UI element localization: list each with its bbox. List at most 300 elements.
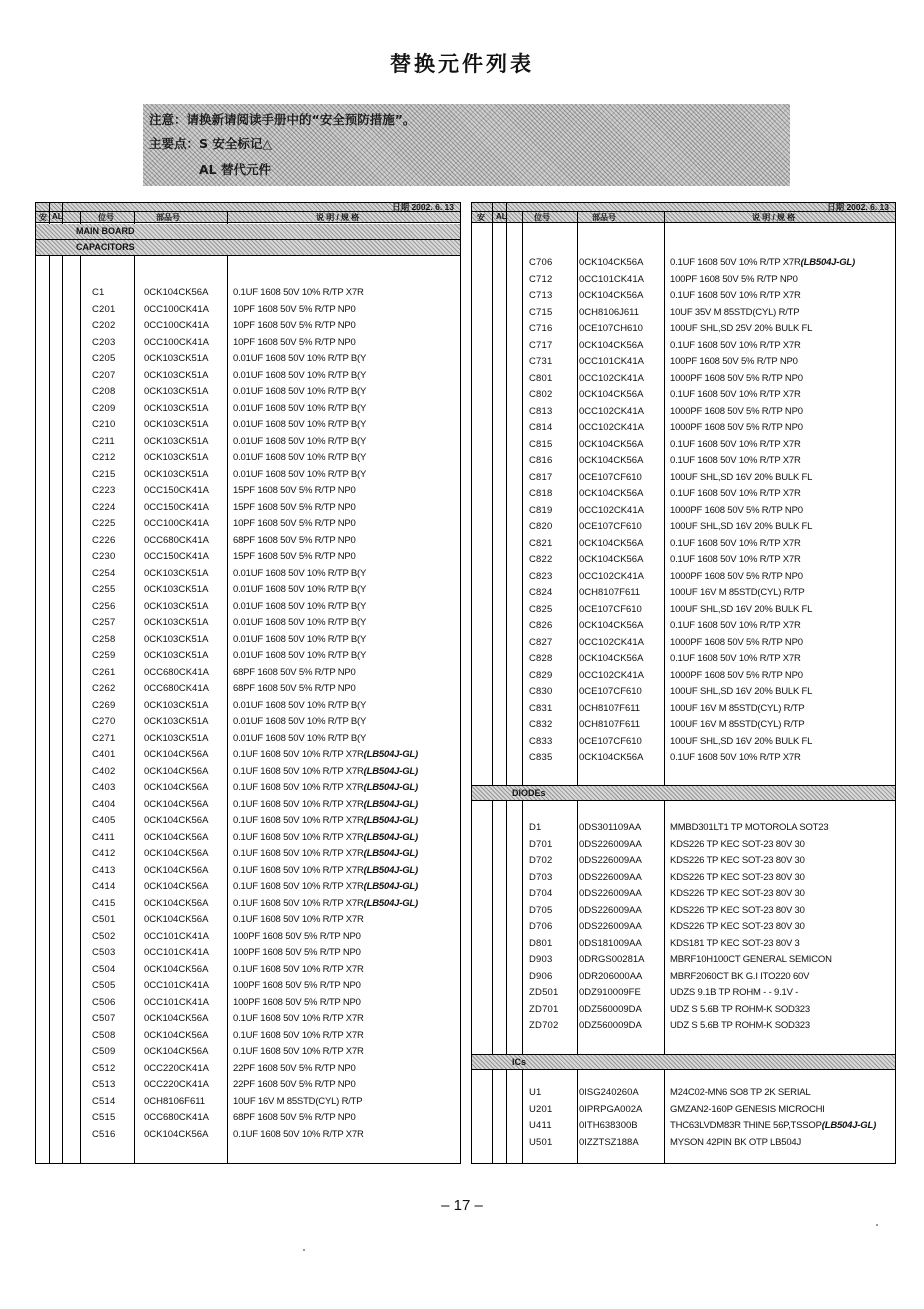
description-cell: [670, 1020, 810, 1031]
description-cell: [233, 370, 366, 381]
location-cell: C717: [529, 339, 553, 351]
location-cell: C515: [92, 1112, 116, 1123]
location-cell: C209: [92, 402, 116, 414]
location-cell: C506: [92, 996, 116, 1008]
description-text: 10PF 1608 50V 5% R/TP NP0: [233, 518, 356, 529]
table-row: [472, 1003, 895, 1020]
location-cell: C822: [529, 554, 553, 565]
description-cell: [670, 839, 805, 850]
description-cell: [670, 307, 799, 318]
location-cell: C829: [529, 669, 553, 681]
description-cell: [670, 719, 805, 730]
description-text: 100UF 16V M 85STD(CYL) R/TP: [670, 719, 805, 730]
location-cell: C210: [92, 419, 116, 430]
location-cell: C225: [92, 518, 116, 529]
description-cell: [670, 686, 812, 697]
location-cell: D1: [529, 822, 542, 833]
description-text: THC63LVDM83R THINE 56P,TSSOP: [670, 1120, 822, 1131]
part-number-cell: 0CK104CK56A: [144, 914, 209, 925]
description-cell: [233, 403, 366, 414]
location-cell: C507: [92, 1013, 116, 1024]
location-cell: U411: [529, 1120, 552, 1131]
part-number-cell: 0CK104CK56A: [144, 864, 209, 876]
part-number-cell: 0CH8107F611: [579, 587, 641, 598]
part-number-cell: 0CK103CK51A: [144, 699, 209, 711]
description-text: 0.1UF 1608 50V 10% R/TP X7R: [233, 914, 364, 925]
table-row: [472, 388, 895, 405]
table-row: [472, 256, 895, 273]
table-row: [472, 322, 895, 339]
description-text: 0.01UF 1608 50V 10% R/TP B(Y: [233, 699, 367, 711]
part-number-cell: 0DS226009AA: [579, 871, 642, 883]
location-cell: C503: [92, 947, 116, 958]
description-text: 1000PF 1608 50V 5% R/TP NP0: [670, 405, 803, 417]
location-cell: C716: [529, 323, 553, 334]
description-text: UDZS 9.1B TP ROHM - - 9.1V -: [670, 987, 799, 998]
description-cell: [670, 257, 855, 268]
part-number-cell: 0CK104CK56A: [144, 749, 209, 760]
model-suffix: (LB504J-GL): [363, 782, 418, 793]
model-suffix: (LB504J-GL): [363, 749, 418, 760]
location-cell: C405: [92, 815, 116, 826]
description-cell: [233, 287, 364, 298]
table-row: [36, 534, 460, 551]
table-row: [36, 996, 460, 1013]
description-text: 0.1UF 1608 50V 10% R/TP X7R: [233, 815, 364, 826]
table-row: [472, 273, 895, 290]
location-cell: C258: [92, 633, 116, 645]
description-cell: [233, 914, 364, 925]
part-number-cell: 0DS226009AA: [579, 855, 642, 866]
description-text: 100PF 1608 50V 5% R/TP NP0: [233, 996, 361, 1008]
location-cell: C262: [92, 683, 116, 694]
location-cell: C413: [92, 864, 116, 876]
description-cell: [233, 452, 366, 463]
table-row: [472, 871, 895, 888]
table-row: [472, 1136, 895, 1153]
description-cell: [670, 736, 812, 747]
description-text: 0.1UF 1608 50V 10% R/TP X7R: [233, 1013, 364, 1024]
model-suffix: (LB504J-GL): [363, 765, 418, 777]
location-cell: U201: [529, 1103, 553, 1115]
description-text: 0.01UF 1608 50V 10% R/TP B(Y: [233, 435, 367, 447]
description-cell: [233, 964, 364, 975]
description-text: 0.1UF 1608 50V 10% R/TP X7R: [670, 554, 801, 565]
table-row: [36, 1062, 460, 1079]
part-number-cell: 0CK103CK51A: [144, 617, 209, 628]
table-row: [36, 369, 460, 386]
table-row: [36, 1111, 460, 1128]
description-text: 100PF 1608 50V 5% R/TP NP0: [233, 947, 361, 958]
notice-line-1: 注意：请换新请阅读手册中的“安全预防措施”。: [149, 112, 416, 127]
page-number: – 17 –: [441, 1197, 483, 1214]
description-cell: [233, 617, 366, 628]
location-cell: C270: [92, 716, 116, 727]
table-row: [36, 1128, 460, 1145]
part-number-cell: 0CK104CK56A: [144, 765, 209, 777]
part-number-cell: 0CC100CK41A: [144, 320, 209, 331]
section-label: MAIN BOARD: [76, 226, 135, 236]
location-cell: C516: [92, 1128, 116, 1140]
location-cell: ZD702: [529, 1020, 559, 1031]
part-number-cell: 0CC150CK41A: [144, 551, 209, 562]
part-number-cell: 0DZ560009DA: [579, 1003, 642, 1015]
location-cell: C226: [92, 534, 116, 546]
part-number-cell: 0DS226009AA: [579, 904, 642, 916]
description-cell: [233, 337, 356, 348]
table-row: [472, 355, 895, 372]
table-row: [36, 699, 460, 716]
table-row: [472, 685, 895, 702]
description-cell: [670, 290, 801, 301]
location-cell: C211: [92, 435, 115, 447]
table-row: [472, 838, 895, 855]
table-row: [472, 603, 895, 620]
description-cell: [233, 898, 418, 909]
part-number-cell: 0CE107CF610: [579, 471, 642, 483]
description-text: UDZ S 5.6B TP ROHM-K SOD323: [670, 1003, 810, 1015]
part-number-cell: 0ISG240260A: [579, 1087, 639, 1098]
section-label: CAPACITORS: [76, 242, 135, 252]
location-cell: C828: [529, 653, 553, 664]
description-text: 0.1UF 1608 50V 10% R/TP X7R: [233, 1128, 364, 1140]
header-description: 说 明 / 规 格: [316, 213, 360, 222]
part-number-cell: 0CK104CK56A: [144, 287, 209, 298]
description-text: 10UF 35V M 85STD(CYL) R/TP: [670, 306, 800, 318]
location-cell: C415: [92, 897, 116, 909]
location-cell: C215: [92, 468, 116, 480]
description-text: 100UF SHL,SD 16V 20% BULK FL: [670, 521, 813, 532]
part-number-cell: 0CC100CK41A: [144, 336, 209, 348]
description-text: 15PF 1608 50V 5% R/TP NP0: [233, 501, 356, 513]
description-cell: [233, 386, 366, 397]
part-number-cell: 0DZ560009DA: [579, 1020, 642, 1031]
date-bar: [36, 203, 460, 212]
part-number-cell: 0CC680CK41A: [144, 666, 209, 678]
header-safety: 安: [39, 213, 47, 222]
location-cell: D704: [529, 888, 553, 899]
description-cell: [233, 749, 418, 760]
table-row: [472, 405, 895, 422]
description-cell: [233, 667, 356, 678]
table-row: [472, 619, 895, 636]
part-number-cell: 0CK103CK51A: [144, 567, 209, 579]
location-cell: C207: [92, 369, 116, 381]
parts-table-right: [471, 202, 896, 1164]
part-number-cell: 0CC102CK41A: [579, 570, 644, 582]
location-cell: C826: [529, 620, 553, 631]
description-text: 0.01UF 1608 50V 10% R/TP B(Y: [233, 617, 367, 628]
table-row: [36, 484, 460, 501]
description-text: 0.01UF 1608 50V 10% R/TP B(Y: [233, 369, 367, 381]
part-number-cell: 0ITH638300B: [579, 1120, 638, 1131]
part-number-cell: 0DS181009AA: [579, 937, 642, 949]
location-cell: C513: [92, 1079, 116, 1090]
table-row: [36, 748, 460, 765]
table-row: [472, 1086, 895, 1103]
description-text: 100UF SHL,SD 25V 20% BULK FL: [670, 323, 813, 334]
description-text: 0.01UF 1608 50V 10% R/TP B(Y: [233, 419, 367, 430]
table-row: [472, 735, 895, 752]
location-cell: C820: [529, 521, 553, 532]
model-suffix: (LB504J-GL): [363, 864, 418, 876]
table-row: [472, 438, 895, 455]
part-number-cell: 0CE107CF610: [579, 521, 642, 532]
part-number-cell: 0CK104CK56A: [579, 455, 644, 466]
description-cell: [670, 340, 801, 351]
location-cell: C814: [529, 422, 553, 433]
location-cell: C401: [92, 749, 116, 760]
part-number-cell: 0CK104CK56A: [579, 389, 644, 400]
description-text: 100PF 1608 50V 5% R/TP NP0: [233, 930, 361, 942]
header-row: [36, 212, 460, 223]
part-number-cell: 0CK104CK56A: [144, 897, 209, 909]
description-cell: [233, 733, 366, 744]
part-number-cell: 0CK104CK56A: [579, 537, 644, 549]
description-text: 15PF 1608 50V 5% R/TP NP0: [233, 485, 356, 496]
location-cell: C259: [92, 650, 116, 661]
description-cell: [233, 832, 418, 843]
table-row: [36, 583, 460, 600]
part-number-cell: 0CK103CK51A: [144, 369, 209, 381]
description-cell: [233, 1013, 364, 1024]
table-row: [472, 887, 895, 904]
description-cell: [670, 872, 805, 883]
table-row: [472, 504, 895, 521]
table-row: [472, 553, 895, 570]
location-cell: C825: [529, 603, 553, 615]
part-number-cell: 0CK104CK56A: [144, 881, 209, 892]
table-row: [472, 702, 895, 719]
table-row: [472, 421, 895, 438]
table-row: [36, 402, 460, 419]
description-cell: [233, 881, 418, 892]
part-number-cell: 0CH8106J611: [579, 306, 640, 318]
date-bar: [472, 203, 895, 212]
part-number-cell: 0DS301109AA: [579, 822, 642, 833]
table-row: [472, 570, 895, 587]
description-text: 0.01UF 1608 50V 10% R/TP B(Y: [233, 600, 367, 612]
description-text: 0.1UF 1608 50V 10% R/TP X7R: [233, 1029, 364, 1041]
location-cell: C819: [529, 504, 553, 516]
description-cell: [670, 888, 805, 899]
description-text: GMZAN2-160P GENESIS MICROCHI: [670, 1103, 825, 1115]
description-text: 0.1UF 1608 50V 10% R/TP X7R: [233, 765, 364, 777]
table-row: [36, 732, 460, 749]
description-text: 10PF 1608 50V 5% R/TP NP0: [233, 320, 356, 331]
description-cell: [670, 373, 803, 384]
description-cell: [670, 1137, 801, 1148]
description-cell: [233, 1030, 364, 1041]
part-number-cell: 0CC220CK41A: [144, 1079, 209, 1090]
location-cell: C817: [529, 471, 553, 483]
table-row: [36, 682, 460, 699]
description-cell: [233, 535, 356, 546]
part-number-cell: 0CK103CK51A: [144, 716, 209, 727]
description-text: MBRF2060CT BK G.I ITO220 60V: [670, 970, 810, 982]
table-row: [36, 715, 460, 732]
header-description: 说 明 / 规 格: [752, 213, 796, 222]
description-cell: [233, 304, 356, 315]
location-cell: C512: [92, 1062, 116, 1074]
table-row: [472, 339, 895, 356]
description-text: 100UF 16V M 85STD(CYL) R/TP: [670, 587, 805, 598]
location-cell: C257: [92, 617, 116, 628]
description-text: 10PF 1608 50V 5% R/TP NP0: [233, 303, 356, 315]
description-cell: [233, 650, 366, 661]
table-row: [36, 649, 460, 666]
location-cell: C508: [92, 1029, 116, 1041]
description-cell: [670, 488, 801, 499]
location-cell: C404: [92, 798, 116, 810]
description-cell: [233, 469, 366, 480]
safety-notice-box: [143, 104, 790, 186]
description-text: 0.01UF 1608 50V 10% R/TP B(Y: [233, 353, 367, 364]
part-number-cell: 0CC680CK41A: [144, 534, 209, 546]
location-cell: C261: [92, 666, 116, 678]
description-cell: [233, 865, 418, 876]
table-row: [472, 1019, 895, 1036]
table-row: [472, 537, 895, 554]
table-row: [36, 418, 460, 435]
part-number-cell: 0CK104CK56A: [579, 339, 644, 351]
location-cell: C411: [92, 831, 115, 843]
description-text: 1000PF 1608 50V 5% R/TP NP0: [670, 422, 803, 433]
description-cell: [233, 716, 366, 727]
date-label: 日期 2002. 6. 13: [392, 202, 454, 212]
location-cell: C813: [529, 405, 553, 417]
description-text: 10PF 1608 50V 5% R/TP NP0: [233, 336, 356, 348]
description-text: MMBD301LT1 TP MOTOROLA SOT23: [670, 822, 829, 833]
table-row: [472, 636, 895, 653]
location-cell: ZD501: [529, 987, 559, 998]
table-row: [472, 520, 895, 537]
part-number-cell: 0CC102CK41A: [579, 669, 644, 681]
location-cell: C208: [92, 386, 116, 397]
description-cell: [233, 700, 366, 711]
table-row: [36, 286, 460, 303]
description-text: KDS181 TP KEC SOT-23 80V 3: [670, 937, 800, 949]
part-number-cell: 0CK104CK56A: [144, 831, 209, 843]
location-cell: C712: [529, 273, 553, 285]
model-suffix: (LB504J-GL): [800, 257, 855, 268]
description-text: 0.01UF 1608 50V 10% R/TP B(Y: [233, 468, 367, 480]
description-cell: [670, 1120, 876, 1131]
table-row: [36, 501, 460, 518]
part-number-cell: 0CE107CH610: [579, 323, 643, 334]
description-cell: [670, 938, 800, 949]
description-text: KDS226 TP KEC SOT-23 80V 30: [670, 888, 805, 899]
table-row: [36, 880, 460, 897]
part-number-cell: 0CC220CK41A: [144, 1062, 209, 1074]
description-cell: [670, 604, 812, 615]
description-text: 1000PF 1608 50V 5% R/TP NP0: [670, 570, 803, 582]
part-number-cell: 0CC680CK41A: [144, 1112, 209, 1123]
description-cell: [233, 1063, 356, 1074]
description-cell: [670, 855, 805, 866]
description-cell: [670, 954, 832, 965]
table-row: [36, 765, 460, 782]
table-row: [472, 487, 895, 504]
description-text: 0.1UF 1608 50V 10% R/TP X7R: [670, 438, 801, 450]
part-number-cell: 0DR206000AA: [579, 970, 643, 982]
table-row: [36, 847, 460, 864]
table-row: [36, 781, 460, 798]
location-cell: C830: [529, 686, 553, 697]
location-cell: U501: [529, 1136, 553, 1148]
description-text: 0.1UF 1608 50V 10% R/TP X7R: [670, 389, 801, 400]
location-cell: C713: [529, 290, 553, 301]
description-text: 0.01UF 1608 50V 10% R/TP B(Y: [233, 716, 367, 727]
table-row: [36, 517, 460, 534]
location-cell: C224: [92, 501, 116, 513]
description-text: 0.1UF 1608 50V 10% R/TP X7R: [233, 963, 364, 975]
description-text: 0.1UF 1608 50V 10% R/TP X7R: [233, 287, 364, 298]
description-cell: [670, 538, 801, 549]
description-cell: [233, 584, 366, 595]
part-number-cell: 0CK103CK51A: [144, 650, 209, 661]
table-row: [36, 930, 460, 947]
header-al: AL: [496, 212, 507, 221]
location-cell: D702: [529, 855, 553, 866]
part-number-cell: 0CC101CK41A: [144, 947, 209, 958]
table-row: [472, 372, 895, 389]
location-cell: C271: [92, 732, 116, 744]
location-cell: C715: [529, 306, 553, 318]
description-text: 15PF 1608 50V 5% R/TP NP0: [233, 551, 356, 562]
model-suffix: (LB504J-GL): [363, 815, 418, 826]
description-text: 100UF 16V M 85STD(CYL) R/TP: [670, 702, 805, 714]
header-safety: 安: [477, 213, 485, 222]
part-number-cell: 0CK104CK56A: [579, 554, 644, 565]
part-number-cell: 0CK104CK56A: [144, 848, 209, 859]
description-text: 22PF 1608 50V 5% R/TP NP0: [233, 1079, 356, 1090]
part-number-cell: 0CE107CF610: [579, 686, 642, 697]
location-cell: C833: [529, 735, 553, 747]
part-number-cell: 0CC101CK41A: [579, 356, 644, 367]
header-part-no: 部品号: [592, 213, 616, 222]
table-row: [472, 1103, 895, 1120]
location-cell: ZD701: [529, 1003, 559, 1015]
part-number-cell: 0CK104CK56A: [579, 438, 644, 450]
table-row: [36, 864, 460, 881]
part-number-cell: 0CK103CK51A: [144, 633, 209, 645]
part-number-cell: 0CK103CK51A: [144, 353, 209, 364]
table-row: [472, 306, 895, 323]
section-diodes: [472, 785, 895, 801]
description-cell: [233, 320, 356, 331]
part-number-cell: 0DZ910009FE: [579, 987, 641, 998]
table-row: [472, 751, 895, 768]
description-cell: [233, 502, 356, 513]
part-number-cell: 0CC102CK41A: [579, 405, 644, 417]
description-cell: [670, 554, 801, 565]
part-number-cell: 0CC101CK41A: [144, 996, 209, 1008]
location-cell: C505: [92, 980, 116, 991]
table-row: [36, 1095, 460, 1112]
table-row: [36, 798, 460, 815]
part-number-cell: 0CC100CK41A: [144, 518, 209, 529]
description-text: 1000PF 1608 50V 5% R/TP NP0: [670, 669, 803, 681]
table-row: [472, 920, 895, 937]
description-cell: [233, 436, 366, 447]
table-row: [36, 814, 460, 831]
section-label: DIODEs: [512, 788, 546, 798]
table-row: [36, 303, 460, 320]
description-cell: [233, 485, 356, 496]
part-number-cell: 0CK104CK56A: [144, 798, 209, 810]
location-cell: D706: [529, 921, 553, 932]
